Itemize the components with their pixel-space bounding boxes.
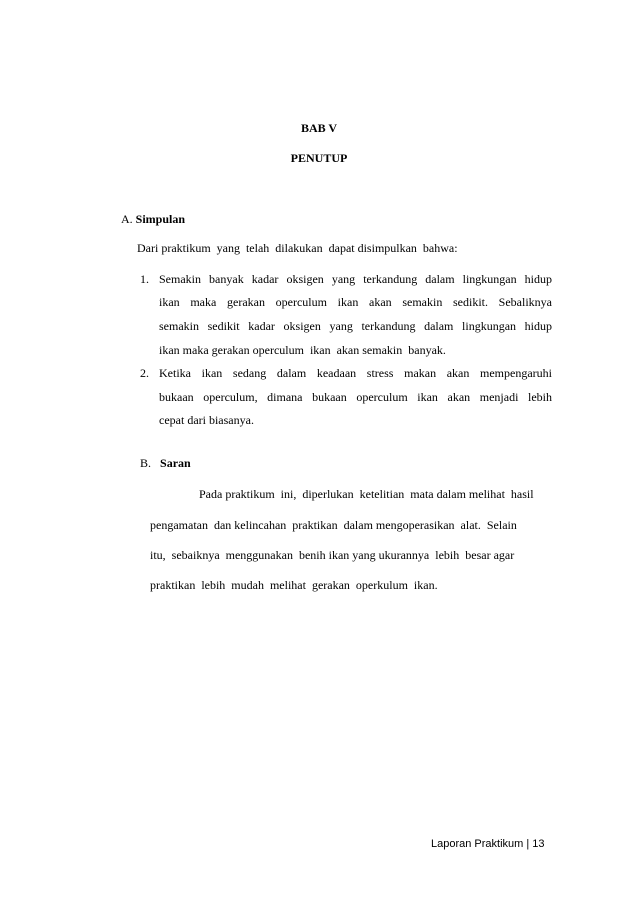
list-item-number: 1. <box>140 272 149 286</box>
list-item-line: Semakin banyak kadar oksigen yang terkandung dalam lingkungan hidup <box>159 272 552 286</box>
saran-line: pengamatan dan kelincahan praktikan dalam mengoperasikan alat. Selain <box>150 518 517 532</box>
section-a-intro: Dari praktikum yang telah dilakukan dapat disimpulkan bahwa: <box>137 241 458 255</box>
list-item-line: ikan maka gerakan operculum ikan akan semakin banyak. <box>159 343 446 357</box>
chapter-number: BAB V <box>300 121 338 135</box>
list-item-line: bukaan operculum, dimana bukaan operculum ikan akan menjadi lebih <box>159 390 552 404</box>
saran-line: praktikan lebih mudah melihat gerakan operkulum ikan. <box>150 578 438 592</box>
section-b-title: Saran <box>160 456 191 470</box>
list-item-number: 2. <box>140 366 149 380</box>
list-item-line: Ketika ikan sedang dalam keadaan stress makan akan mempengaruhi <box>159 366 552 380</box>
section-a-heading <box>121 212 185 226</box>
list-item-line: ikan maka gerakan operculum ikan akan semakin sedikit. Sebaliknya <box>159 295 552 309</box>
section-b-letter: B. <box>140 456 152 470</box>
list-item-line: cepat dari biasanya. <box>159 413 254 427</box>
chapter-title: PENUTUP <box>290 151 348 165</box>
section-a-letter: A. <box>121 212 133 226</box>
list-item-line: semakin sedikit kadar oksigen yang terkandung dalam lingkungan hidup <box>159 319 552 333</box>
page-footer: Laporan Praktikum | 13 <box>431 838 545 850</box>
saran-line: Pada praktikum ini, diperlukan ketelitian mata dalam melihat hasil <box>199 487 534 501</box>
saran-line: itu, sebaiknya menggunakan benih ikan yang ukurannya lebih besar agar <box>150 548 515 562</box>
section-a-title: Simpulan <box>135 212 186 226</box>
section-b-heading <box>140 456 191 470</box>
